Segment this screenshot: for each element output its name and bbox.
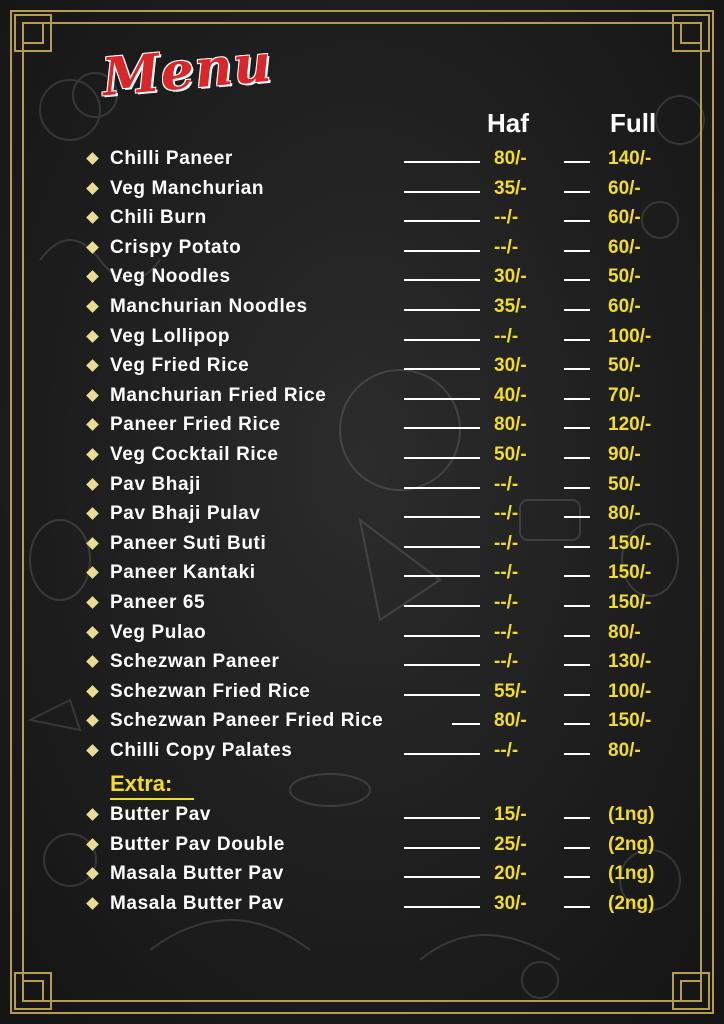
item-name: Chilli Paneer — [110, 148, 233, 169]
diamond-bullet-icon — [86, 271, 99, 284]
item-name: Manchurian Fried Rice — [110, 384, 327, 406]
leader-line — [564, 723, 590, 725]
diamond-bullet-icon — [86, 626, 99, 639]
corner-ornament — [672, 14, 710, 52]
diamond-bullet-icon — [86, 448, 99, 461]
leader-line — [404, 694, 480, 696]
menu-title-logo: Menu — [99, 32, 275, 109]
extra-quantity: (1ng) — [608, 804, 655, 825]
diamond-bullet-icon — [86, 715, 99, 728]
leader-line — [404, 487, 480, 489]
extra-price: 15/- — [494, 804, 527, 825]
extra-price: 25/- — [494, 833, 527, 855]
leader-line — [564, 398, 590, 400]
menu-item-row — [88, 266, 678, 292]
full-price: 150/- — [608, 592, 652, 613]
leader-line — [564, 546, 590, 548]
menu-item-row — [88, 385, 678, 411]
leader-line — [452, 723, 480, 725]
item-name: Schezwan Fried Rice — [110, 680, 311, 702]
diamond-bullet-icon — [86, 241, 99, 254]
leader-line — [564, 575, 590, 577]
half-price: --/- — [494, 562, 519, 584]
leader-line — [564, 191, 590, 193]
half-price: 50/- — [494, 444, 527, 465]
leader-line — [564, 220, 590, 222]
leader-line — [564, 906, 590, 908]
leader-line — [564, 339, 590, 341]
diamond-bullet-icon — [86, 808, 99, 821]
diamond-bullet-icon — [86, 300, 99, 313]
diamond-bullet-icon — [86, 867, 99, 880]
half-price: --/- — [494, 651, 519, 673]
leader-line — [564, 279, 590, 281]
half-price: 55/- — [494, 680, 527, 702]
menu-item-row — [88, 414, 678, 440]
corner-ornament — [14, 972, 52, 1010]
half-price: 40/- — [494, 384, 527, 406]
extra-item-row — [88, 863, 678, 889]
extra-quantity: (2ng) — [608, 833, 655, 855]
extra-item-row — [88, 834, 678, 860]
leader-line — [564, 516, 590, 518]
full-column-header: Full — [610, 108, 657, 138]
diamond-bullet-icon — [86, 211, 99, 224]
full-price: 80/- — [608, 503, 641, 525]
leader-line — [404, 398, 480, 400]
half-price: --/- — [494, 236, 519, 258]
leader-line — [404, 546, 480, 548]
item-name: Paneer Fried Rice — [110, 414, 281, 436]
leader-line — [404, 191, 480, 193]
leader-line — [564, 457, 590, 459]
leader-line — [404, 635, 480, 637]
half-price: 80/- — [494, 710, 527, 732]
half-price: 35/- — [494, 296, 527, 317]
item-name: Pav Bhaji Pulav — [110, 503, 261, 525]
full-price: 150/- — [608, 532, 652, 554]
diamond-bullet-icon — [86, 478, 99, 491]
leader-line — [564, 694, 590, 696]
leader-line — [404, 457, 480, 459]
leader-line — [564, 309, 590, 311]
item-name: Paneer 65 — [110, 592, 206, 613]
diamond-bullet-icon — [86, 182, 99, 195]
half-column-header: Haf — [487, 108, 529, 138]
full-price: 60/- — [608, 207, 641, 229]
extra-name: Masala Butter Pav — [110, 892, 284, 914]
leader-line — [564, 753, 590, 755]
leader-line — [404, 339, 480, 341]
half-price: 35/- — [494, 177, 527, 199]
full-price: 100/- — [608, 325, 652, 347]
menu-item-row — [88, 562, 678, 588]
diamond-bullet-icon — [86, 897, 99, 910]
full-price: 140/- — [608, 148, 652, 169]
diamond-bullet-icon — [86, 567, 99, 580]
leader-line — [404, 309, 480, 311]
item-name: Veg Noodles — [110, 266, 231, 288]
leader-line — [564, 368, 590, 370]
extra-item-row — [88, 893, 678, 919]
item-name: Paneer Suti Buti — [110, 532, 267, 554]
leader-line — [564, 664, 590, 666]
leader-line — [404, 817, 480, 819]
leader-line — [564, 427, 590, 429]
item-name: Chilli Copy Palates — [110, 740, 293, 761]
leader-line — [564, 605, 590, 607]
half-price: 80/- — [494, 414, 527, 436]
leader-line — [404, 906, 480, 908]
half-price: --/- — [494, 503, 519, 525]
half-price: 30/- — [494, 355, 527, 377]
diamond-bullet-icon — [86, 389, 99, 402]
leader-line — [404, 279, 480, 281]
item-name: Schezwan Paneer Fried Rice — [110, 710, 384, 732]
menu-item-row — [88, 296, 678, 322]
half-price: --/- — [494, 207, 519, 229]
menu-item-row — [88, 207, 678, 233]
full-price: 150/- — [608, 562, 652, 584]
corner-ornament — [14, 14, 52, 52]
menu-item-row — [88, 326, 678, 352]
item-name: Schezwan Paneer — [110, 651, 280, 673]
extra-quantity: (2ng) — [608, 892, 655, 914]
diamond-bullet-icon — [86, 419, 99, 432]
item-name: Veg Fried Rice — [110, 355, 250, 377]
menu-item-row — [88, 474, 678, 500]
full-price: 130/- — [608, 651, 652, 673]
leader-line — [404, 605, 480, 607]
full-price: 80/- — [608, 740, 641, 761]
diamond-bullet-icon — [86, 685, 99, 698]
half-price: 30/- — [494, 266, 527, 288]
half-price: --/- — [494, 532, 519, 554]
full-price: 50/- — [608, 473, 641, 495]
corner-ornament — [672, 972, 710, 1010]
menu-item-row — [88, 503, 678, 529]
diamond-bullet-icon — [86, 330, 99, 343]
menu-item-row — [88, 592, 678, 618]
extra-price: 20/- — [494, 863, 527, 885]
full-price: 50/- — [608, 355, 641, 377]
extra-item-row — [88, 804, 678, 830]
extra-name: Masala Butter Pav — [110, 863, 284, 885]
full-price: 50/- — [608, 266, 641, 288]
leader-line — [564, 847, 590, 849]
leader-line — [564, 635, 590, 637]
leader-line — [404, 516, 480, 518]
extra-quantity: (1ng) — [608, 863, 655, 885]
item-name: Paneer Kantaki — [110, 562, 256, 584]
diamond-bullet-icon — [86, 507, 99, 520]
diamond-bullet-icon — [86, 655, 99, 668]
diamond-bullet-icon — [86, 152, 99, 165]
diamond-bullet-icon — [86, 838, 99, 851]
leader-line — [404, 161, 480, 163]
menu-item-row — [88, 710, 678, 736]
item-name: Veg Manchurian — [110, 177, 265, 199]
half-price: --/- — [494, 473, 519, 495]
full-price: 60/- — [608, 236, 641, 258]
menu-item-row — [88, 533, 678, 559]
item-name: Chili Burn — [110, 207, 207, 229]
leader-line — [404, 664, 480, 666]
leader-line — [404, 368, 480, 370]
menu-item-row — [88, 622, 678, 648]
extra-name: Butter Pav Double — [110, 833, 285, 855]
leader-line — [404, 220, 480, 222]
leader-line — [404, 753, 480, 755]
full-price: 60/- — [608, 296, 641, 317]
extra-heading: Extra: — [110, 771, 194, 800]
menu-item-row — [88, 681, 678, 707]
leader-line — [564, 487, 590, 489]
menu-item-row — [88, 444, 678, 470]
half-price: --/- — [494, 740, 519, 761]
half-price: --/- — [494, 621, 519, 643]
diamond-bullet-icon — [86, 359, 99, 372]
menu-item-row — [88, 355, 678, 381]
half-price: --/- — [494, 325, 519, 347]
menu-item-row — [88, 740, 678, 766]
item-name: Pav Bhaji — [110, 473, 201, 495]
leader-line — [564, 817, 590, 819]
full-price: 120/- — [608, 414, 652, 436]
item-name: Crispy Potato — [110, 236, 242, 258]
leader-line — [404, 575, 480, 577]
diamond-bullet-icon — [86, 744, 99, 757]
diamond-bullet-icon — [86, 596, 99, 609]
leader-line — [564, 250, 590, 252]
extra-name: Butter Pav — [110, 804, 212, 825]
half-price: --/- — [494, 592, 519, 613]
full-price: 60/- — [608, 177, 641, 199]
leader-line — [564, 161, 590, 163]
leader-line — [564, 876, 590, 878]
leader-line — [404, 847, 480, 849]
item-name: Veg Cocktail Rice — [110, 444, 279, 465]
menu-item-row — [88, 178, 678, 204]
item-name: Veg Pulao — [110, 621, 207, 643]
leader-line — [404, 876, 480, 878]
item-name: Manchurian Noodles — [110, 296, 308, 317]
leader-line — [404, 427, 480, 429]
diamond-bullet-icon — [86, 537, 99, 550]
extra-price: 30/- — [494, 892, 527, 914]
menu-item-row — [88, 237, 678, 263]
menu-item-row — [88, 651, 678, 677]
item-name: Veg Lollipop — [110, 325, 231, 347]
full-price: 150/- — [608, 710, 652, 732]
full-price: 80/- — [608, 621, 641, 643]
full-price: 100/- — [608, 680, 652, 702]
leader-line — [404, 250, 480, 252]
menu-item-row — [88, 148, 678, 174]
full-price: 90/- — [608, 444, 641, 465]
half-price: 80/- — [494, 148, 527, 169]
full-price: 70/- — [608, 384, 641, 406]
